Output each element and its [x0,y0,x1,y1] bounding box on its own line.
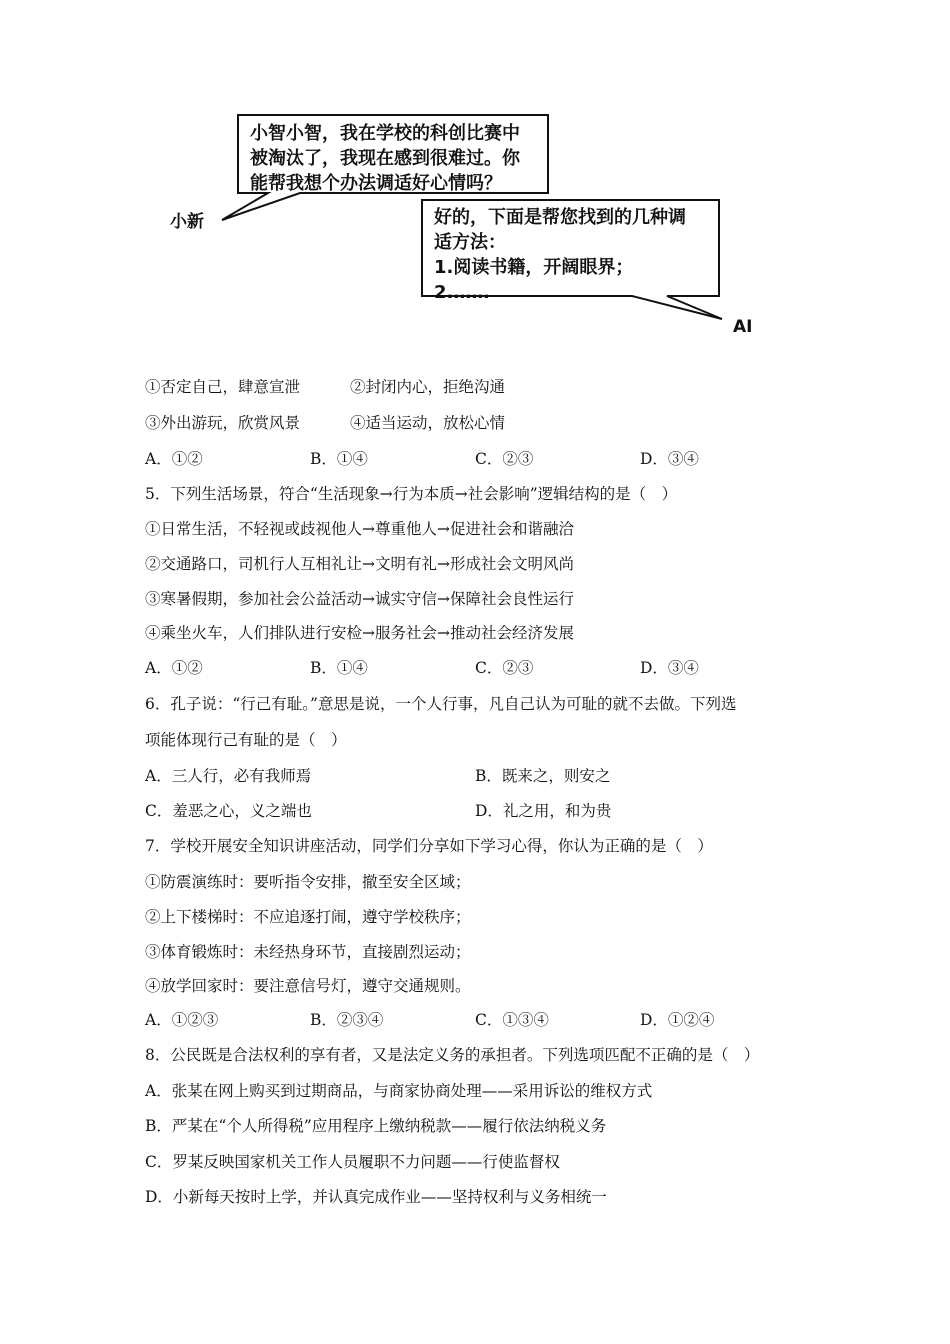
q5-option-a: A．①② [145,659,203,677]
q4-option-b: B．①④ [310,450,368,468]
q7-stem: 7．学校开展安全知识讲座活动，同学们分享如下学习心得，你认为正确的是（ ） [145,837,713,855]
q5-statement: ④乘坐火车，人们排队进行安检→服务社会→推动社会经济发展 [145,624,574,642]
q5-statement: ③寒暑假期，参加社会公益活动→诚实守信→保障社会良性运行 [145,590,574,608]
q8-option-b: B．严某在“个人所得税”应用程序上缴纳税款——履行依法纳税义务 [145,1117,607,1135]
q4-option-a: A．①② [145,450,203,468]
q6-option-c: C．羞恶之心，义之端也 [145,802,312,820]
q4-option-d: D．③④ [640,450,699,468]
speech-bubble-left [250,121,520,196]
q4-statement: ①否定自己，肆意宣泄 [145,378,301,396]
q6-stem-line: 6．孔子说：“行己有耻。”意思是说，一个人行事，凡自己认为可耻的就不去做。下列选 [145,695,737,713]
q7-statement: ③体育锻炼时：未经热身环节，直接剧烈运动； [145,943,471,961]
bubble1-line: 能帮我想个办法调适好心情吗？ [250,173,502,194]
bubble1-line: 被淘汰了，我现在感到很难过。你 [250,148,520,169]
q7-option-c: C．①③④ [475,1011,549,1029]
speaker-ai: AI [733,317,753,337]
q5-option-b: B．①④ [310,659,368,677]
q5-option-d: D．③④ [640,659,699,677]
q7-statement: ④放学回家时：要注意信号灯，遵守交通规则。 [145,977,471,995]
q5-statement: ②交通路口，司机行人互相礼让→文明有礼→形成社会文明风尚 [145,555,574,573]
bubble1-line: 小智小智，我在学校的科创比赛中 [250,123,520,144]
speaker-xiaoxin: 小新 [170,212,204,232]
bubble2-line: 好的，下面是帮您找到的几种调 [434,207,686,228]
q5-option-c: C．②③ [475,659,534,677]
q4-statement: ④适当运动，放松心情 [350,414,506,432]
q8-stem: 8．公民既是合法权利的享有者，又是法定义务的承担者。下列选项匹配不正确的是（ ） [145,1046,760,1064]
q7-option-b: B．②③④ [310,1011,384,1029]
bubble2-line: 2.…… [434,282,490,303]
q6-option-b: B．既来之，则安之 [475,767,611,785]
bubble2-line: 适方法： [434,232,506,253]
q7-statement: ②上下楼梯时：不应追逐打闹，遵守学校秩序； [145,908,471,926]
q7-option-d: D．①②④ [640,1011,715,1029]
speech-bubble-right [434,205,686,305]
q4-statement: ③外出游玩，欣赏风景 [145,414,301,432]
q6-option-a: A．三人行，必有我师焉 [145,767,312,785]
q4-option-c: C．②③ [475,450,534,468]
bubble2-line: 1.阅读书籍，开阔眼界； [434,257,634,278]
q5-stem: 5．下列生活场景，符合“生活现象→行为本质→社会影响”逻辑结构的是（ ） [145,485,678,503]
q5-statement: ①日常生活，不轻视或歧视他人→尊重他人→促进社会和谐融洽 [145,520,574,538]
q8-option-a: A．张某在网上购买到过期商品，与商家协商处理——采用诉讼的维权方式 [145,1082,653,1100]
q6-option-d: D．礼之用，和为贵 [475,802,612,820]
q4-statement: ②封闭内心，拒绝沟通 [350,378,506,396]
q8-option-c: C．罗某反映国家机关工作人员履职不力问题——行使监督权 [145,1153,560,1171]
q7-statement: ①防震演练时：要听指令安排，撤至安全区域； [145,873,471,891]
q6-stem-line: 项能体现行己有耻的是（ ） [145,731,347,749]
q8-option-d: D．小新每天按时上学，并认真完成作业——坚持权利与义务相统一 [145,1188,607,1206]
q7-option-a: A．①②③ [145,1011,219,1029]
